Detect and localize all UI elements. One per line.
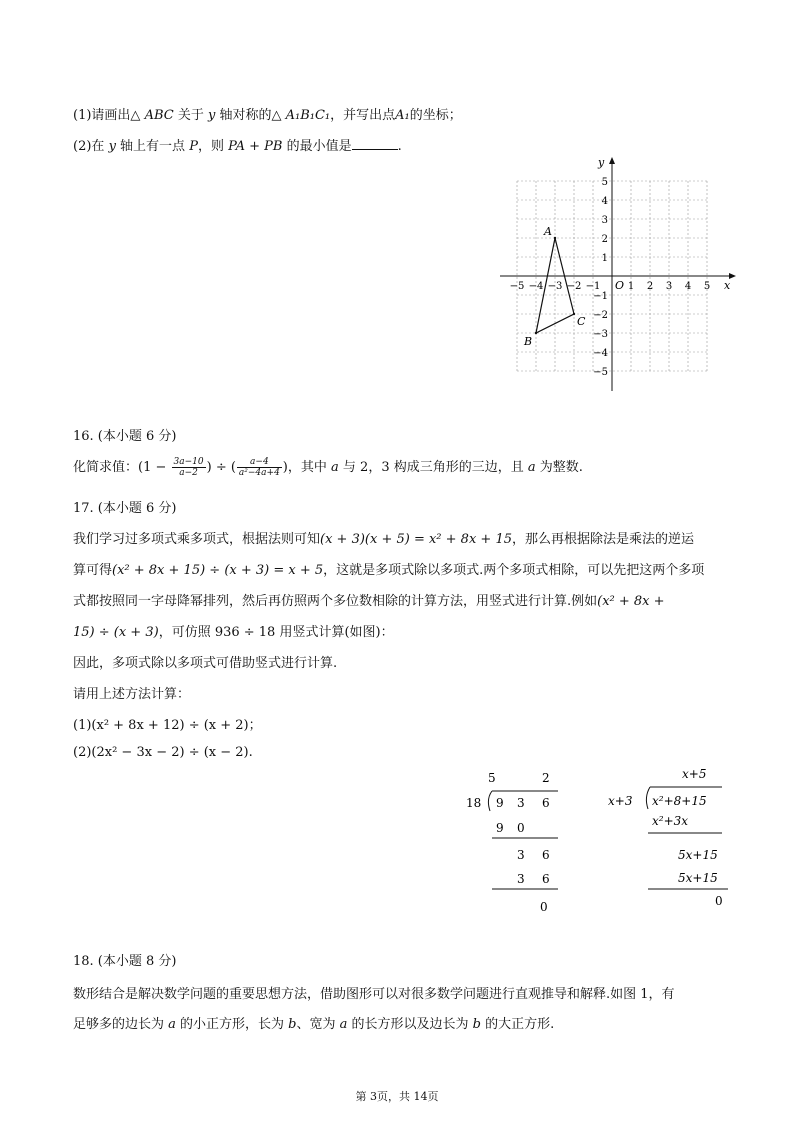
num-step3-digit: 3 [517, 872, 525, 886]
q17-line6: 请用上述方法计算： [73, 687, 191, 702]
y-tick-label: 1 [601, 253, 608, 264]
q18-line2: 足够多的边长为 a 的小正方形，长为 b、宽为 a 的长方形以及边长为 b 的大正方形. [73, 1017, 555, 1032]
num-step1-digit: 0 [517, 821, 525, 835]
x-tick-label: −4 [528, 281, 544, 292]
coordinate-grid [498, 155, 738, 395]
y-tick-label: −5 [593, 367, 608, 378]
q17-line2: 算可得(x² + 8x + 15) ÷ (x + 3) = x + 5，这就是多项式除以多项式.两个多项式相除，可以先把这两个多项 [73, 563, 705, 578]
q16-text: 化简求值：(1 − $\frac{3a-10}{a-2}$ ) ÷ ( $\frac{a-4}{\text{a²−4a+4}}$ )，其中 a 与 2，3 构成三角形的三边，且 a 为整数. [73, 457, 583, 478]
y-axis-label: y [598, 156, 605, 169]
page-footer: 第 3页，共 14页 [355, 1090, 439, 1103]
q18-line1: 数形结合是解决数学问题的重要思想方法，借助图形可以对很多数学问题进行直观推导和解释.如图 1，有 [73, 987, 675, 1002]
y-tick-label: −2 [593, 310, 608, 321]
num-dividend-digit: 3 [517, 796, 525, 810]
x-tick-label: 2 [646, 281, 654, 292]
poly-quotient: x+5 [682, 767, 707, 781]
y-tick-label: 2 [601, 234, 608, 245]
num-quotient-digit: 2 [542, 771, 550, 785]
num-step3-digit: 6 [542, 872, 550, 886]
y-tick-label: 5 [601, 177, 608, 188]
q18-heading: 18. (本小题 8 分) [73, 954, 177, 969]
x-tick-label: 1 [627, 281, 635, 292]
vertex-label-b: B [524, 335, 533, 348]
num-step1-digit: 9 [496, 821, 504, 835]
q17-line4: 15) ÷ (x + 3)，可仿照 936 ÷ 18 用竖式计算(如图)： [73, 625, 394, 640]
poly-remainder: 0 [715, 894, 723, 908]
poly-divisor: x+3 [608, 794, 633, 808]
q17-line8: (2)(2x² − 3x − 2) ÷ (x − 2). [73, 745, 253, 760]
y-tick-label: 3 [601, 215, 608, 226]
num-dividend-digit: 9 [496, 796, 504, 810]
poly-dividend: x²+8+15 [652, 794, 707, 808]
poly-step1: x²+3x [652, 814, 689, 828]
poly-step3: 5x+15 [678, 871, 718, 885]
vertex-point [535, 332, 537, 334]
vertex-point [554, 237, 556, 239]
x-tick-label: −1 [585, 281, 601, 292]
q15-part1: (1)请画出△ ABC 关于 y 轴对称的△ A₁B₁C₁，并写出点A₁的坐标； [73, 108, 462, 123]
x-tick-label: 4 [684, 281, 692, 292]
x-tick-label: −5 [509, 281, 525, 292]
num-step2-digit: 3 [517, 848, 525, 862]
q16-heading: 16. (本小题 6 分) [73, 429, 177, 444]
x-tick-label: −2 [566, 281, 582, 292]
y-axis-arrow [609, 157, 615, 164]
y-tick-label: −1 [593, 291, 608, 302]
num-step2-digit: 6 [542, 848, 550, 862]
answer-blank [352, 149, 398, 150]
vertex-label-a: A [544, 225, 552, 238]
origin-label: O [615, 279, 625, 292]
q17-line1: 我们学习过多项式乘多项式，根据法则可知(x + 3)(x + 5) = x² + 8x + 15，那么再根据除法是乘法的逆运 [73, 532, 694, 547]
y-tick-label: −3 [593, 329, 608, 340]
q17-line3: 式都按照同一字母降幂排列，然后再仿照两个多位数相除的计算方法，用竖式进行计算.例如(x² + 8x + [73, 594, 665, 609]
num-divisor: 18 [466, 796, 482, 810]
x-tick-label: 3 [665, 281, 673, 292]
q17-line7: (1)(x² + 8x + 12) ÷ (x + 2)； [73, 718, 262, 733]
num-dividend-digit: 6 [542, 796, 550, 810]
poly-step2: 5x+15 [678, 848, 718, 862]
num-remainder: 0 [540, 900, 548, 914]
fraction-2: $\frac{a-4}{\text{a²−4a+4}}$ [238, 457, 280, 478]
y-tick-label: −4 [593, 348, 608, 359]
vertex-point [573, 313, 575, 315]
y-tick-label: 4 [601, 196, 608, 207]
x-tick-label: 5 [703, 281, 711, 292]
x-tick-label: −3 [547, 281, 563, 292]
tick-labels [510, 156, 731, 378]
axes [500, 157, 736, 391]
q17-line5: 因此，多项式除以多项式可借助竖式进行计算. [73, 656, 338, 671]
q17-heading: 17. (本小题 6 分) [73, 501, 177, 516]
fraction-1: $\frac{3a-10}{a-2}$ [173, 457, 204, 478]
x-axis-label: x [724, 279, 731, 292]
long-division-figure [460, 765, 740, 920]
vertex-label-c: C [577, 315, 586, 328]
num-quotient-digit: 5 [488, 771, 496, 785]
q15-part2: (2)在 y 轴上有一点 P，则 PA + PB 的最小值是 . [73, 139, 402, 154]
